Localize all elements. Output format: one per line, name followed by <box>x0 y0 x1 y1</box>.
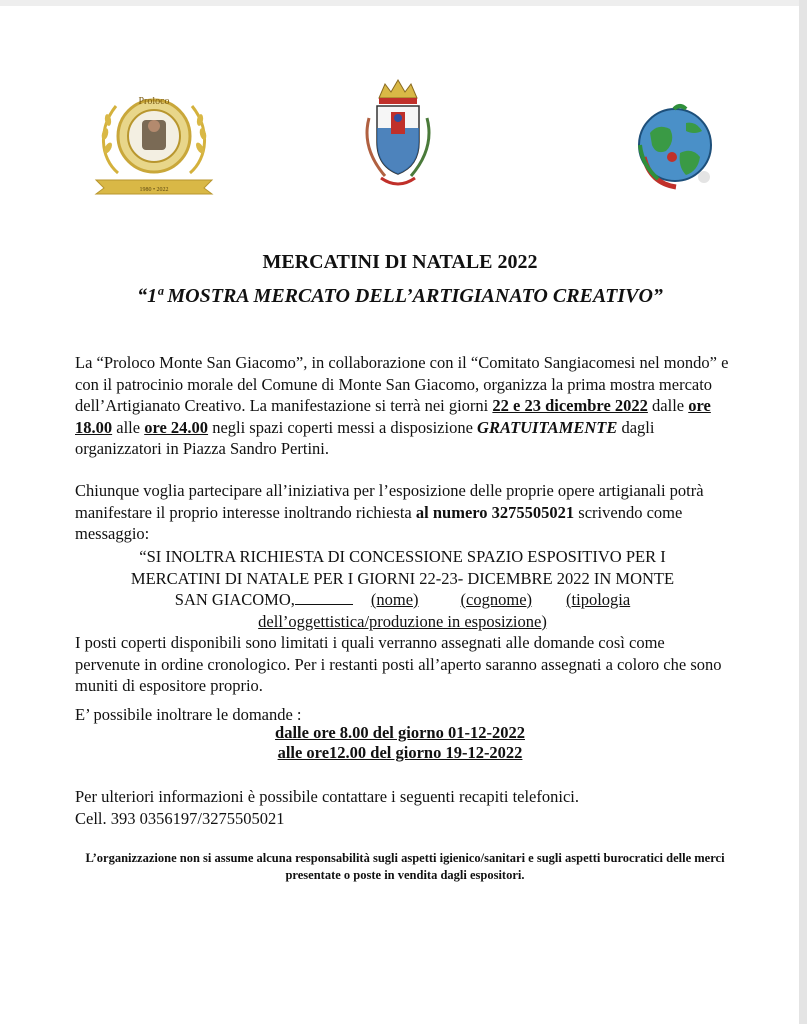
field-nome: (nome) <box>370 590 419 609</box>
availability-paragraph: I posti coperti disponibili sono limitati i quali verranno assegnati alle domande così come pervenute in ordine cronologico. Per i restanti posti all’aperto saranno assegnati a coloro che sono muniti di espositore proprio. <box>75 633 722 695</box>
page-title: MERCATINI DI NATALE 2022 <box>262 251 538 273</box>
comune-coat-of-arms <box>355 78 441 193</box>
field-tipologia: (tipologia <box>566 590 631 609</box>
message-line-3 <box>75 589 730 611</box>
intro-text-4: negli spazi coperti messi a disposizione <box>208 417 478 437</box>
submission-end-date: alle ore12.00 del giorno 19-12-2022 <box>277 743 523 762</box>
proloco-logo <box>88 88 220 196</box>
page-subtitle: “1ª MOSTRA MERCATO DELL’ARTIGIANATO CREATIVO” <box>137 285 663 307</box>
message-line-4: dell’oggettistica/produzione in esposizione) <box>258 611 547 631</box>
start-time: ore 18.00 <box>75 396 711 437</box>
message-line-3-start: SAN GIACOMO, <box>174 590 295 609</box>
intro-text-1: La “Proloco Monte San Giacomo”, in collaborazione con il “Comitato Sangiacomesi nel mondo” e con il patrocinio morale del Comune di Monte San Giacomo, organizza la prima mostra mercato dell’Artigianato Creativo. La manifestazione si terrà nei giorni <box>75 353 729 415</box>
proloco-logo-text: Proloco <box>138 96 170 107</box>
contact-number: al numero 3275505021 <box>415 502 575 522</box>
page-top-edge <box>0 0 807 6</box>
participation-paragraph <box>75 480 730 545</box>
page-right-edge <box>799 0 807 1024</box>
intro-paragraph <box>75 352 730 460</box>
end-time: ore 24.00 <box>144 417 209 437</box>
intro-text-2: dalle <box>647 396 689 415</box>
submission-start-date: dalle ore 8.00 del giorno 01-12-2022 <box>275 723 525 742</box>
message-line-2: MERCATINI DI NATALE PER I GIORNI 22-23- DICEMBRE 2022 IN MONTE <box>130 568 675 588</box>
event-days: 22 e 23 dicembre 2022 <box>492 396 648 415</box>
proloco-logo-ribbon: 1980 • 2022 <box>139 187 169 193</box>
field-cognome: (cognome) <box>460 590 533 609</box>
message-line-1: “SI INOLTRA RICHIESTA DI CONCESSIONE SPAZIO ESPOSITIVO PER I <box>139 547 666 566</box>
comitato-globe-logo <box>628 95 723 200</box>
submission-intro: E’ possibile inoltrare le domande : <box>75 705 302 724</box>
contact-phone: Cell. 393 0356197/3275505021 <box>75 808 285 828</box>
intro-text-3: alle <box>112 417 145 437</box>
disclaimer: L’organizzazione non si assume alcuna responsabilità sugli aspetti igienico/sanitari e sugli aspetti burocratici delle merci presentate o poste in vendita dagli espositori. <box>85 851 725 882</box>
blank-line <box>295 604 353 605</box>
message-template <box>75 546 730 632</box>
free-label: GRATUITAMENTE <box>477 417 618 437</box>
contact-line-1: Per ulteriori informazioni è possibile contattare i seguenti recapiti telefonici. <box>75 787 579 806</box>
participation-text-1: Chiunque voglia partecipare all’iniziativa per l’esposizione delle proprie opere artigianali potrà manifestare il proprio interesse inoltrando richiesta <box>75 481 704 522</box>
participation-text-2: scrivendo come messaggio: <box>75 502 683 543</box>
contact-info <box>75 786 730 829</box>
intro-text-5: dagli organizzatori in Piazza Sandro Pertini. <box>75 417 655 458</box>
